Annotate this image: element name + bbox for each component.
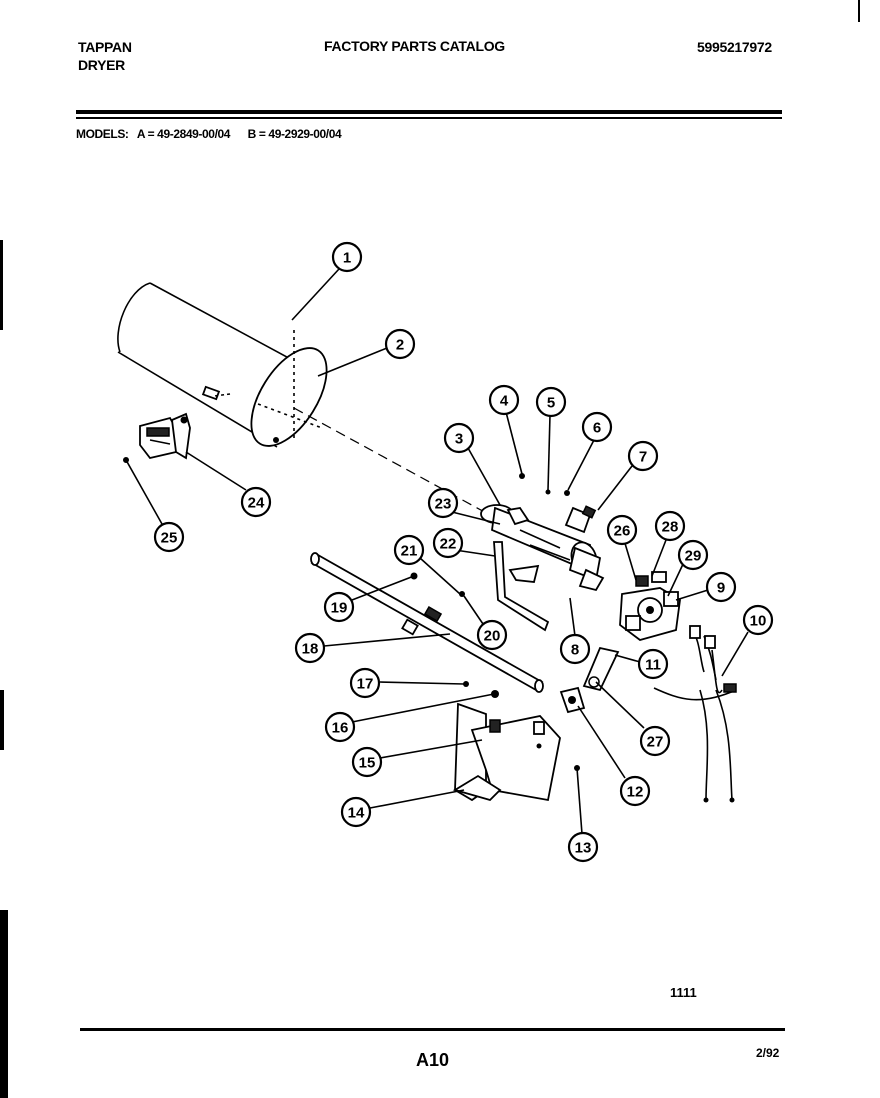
callout-7: [629, 442, 657, 470]
svg-text:26: 26: [613, 522, 631, 540]
svg-text:15: 15: [358, 754, 376, 772]
model-b: B = 49-2929-00/04: [247, 127, 342, 141]
page-title: FACTORY PARTS CATALOG: [324, 38, 505, 54]
callout-26: [608, 516, 636, 544]
callout-19: [325, 593, 353, 621]
bracket-plate: [510, 566, 538, 582]
callout-15: [353, 748, 381, 776]
svg-text:24: 24: [247, 494, 265, 512]
svg-text:21: 21: [400, 542, 418, 560]
svg-text:28: 28: [661, 518, 679, 536]
callout-13: [569, 833, 597, 861]
svg-text:12: 12: [626, 783, 644, 801]
callout-27: [641, 727, 669, 755]
models-label: MODELS:: [76, 127, 129, 141]
bracket-part-14-15: [455, 704, 580, 800]
svg-text:18: 18: [301, 640, 319, 658]
scan-edge-mark: [858, 0, 860, 22]
callout-16: [326, 713, 354, 741]
callout-21: [395, 536, 423, 564]
bracket-part-22: [494, 542, 548, 630]
callout-17: [351, 669, 379, 697]
callout-4: [490, 386, 518, 414]
svg-text:14: 14: [347, 804, 365, 822]
callout-9: [707, 573, 735, 601]
callout-24: [242, 488, 270, 516]
svg-text:16: 16: [331, 719, 349, 737]
callout-5: [537, 388, 565, 416]
svg-text:19: 19: [330, 599, 348, 617]
callout-25: [155, 523, 183, 551]
svg-text:11: 11: [645, 656, 661, 674]
callout-23: [429, 489, 457, 517]
svg-text:5: 5: [546, 394, 556, 412]
callout-3: [445, 424, 473, 452]
svg-text:2: 2: [395, 336, 405, 354]
fitting-part-12: [561, 688, 584, 712]
callout-2: [386, 330, 414, 358]
catalog-number: 5995217972: [697, 39, 772, 55]
callout-14: [342, 798, 370, 826]
svg-text:10: 10: [749, 612, 767, 630]
svg-text:3: 3: [454, 430, 464, 448]
scan-edge-mark: [0, 240, 3, 330]
svg-text:8: 8: [570, 641, 580, 659]
svg-text:23: 23: [434, 495, 452, 513]
callout-12: [621, 777, 649, 805]
svg-text:29: 29: [684, 547, 702, 565]
wire-harness-part-10: [654, 626, 736, 803]
callout-10: [744, 606, 772, 634]
scan-edge-mark: [0, 910, 8, 1098]
switch-part-24: [140, 414, 190, 458]
gas-valve-part-9: [620, 572, 680, 640]
svg-text:22: 22: [439, 535, 457, 553]
model-a: A = 49-2849-00/04: [136, 127, 231, 141]
drawing-code: 1111: [670, 985, 697, 1000]
callout-18: [296, 634, 324, 662]
svg-text:13: 13: [574, 839, 592, 857]
callout-11: [639, 650, 667, 678]
svg-text:1: 1: [342, 249, 352, 267]
callout-20: [478, 621, 506, 649]
svg-text:4: 4: [499, 392, 509, 410]
scan-edge-mark: [0, 690, 4, 750]
svg-text:27: 27: [646, 733, 664, 751]
svg-text:7: 7: [638, 448, 648, 466]
callout-1: [333, 243, 361, 271]
callout-29: [679, 541, 707, 569]
svg-text:25: 25: [160, 529, 178, 547]
callout-6: [583, 413, 611, 441]
footer-rule: [80, 1028, 785, 1031]
page-number: A10: [416, 1050, 450, 1070]
tube-part-18: [311, 553, 543, 692]
revision-date: 2/92: [756, 1046, 780, 1060]
brand-name: TAPPAN: [78, 39, 132, 55]
svg-text:20: 20: [483, 627, 501, 645]
callout-8: [561, 635, 589, 663]
svg-text:6: 6: [592, 419, 602, 437]
callout-22: [434, 529, 462, 557]
svg-text:17: 17: [356, 675, 374, 693]
svg-text:9: 9: [716, 579, 726, 597]
callout-28: [656, 512, 684, 540]
product-name: DRYER: [78, 57, 125, 73]
